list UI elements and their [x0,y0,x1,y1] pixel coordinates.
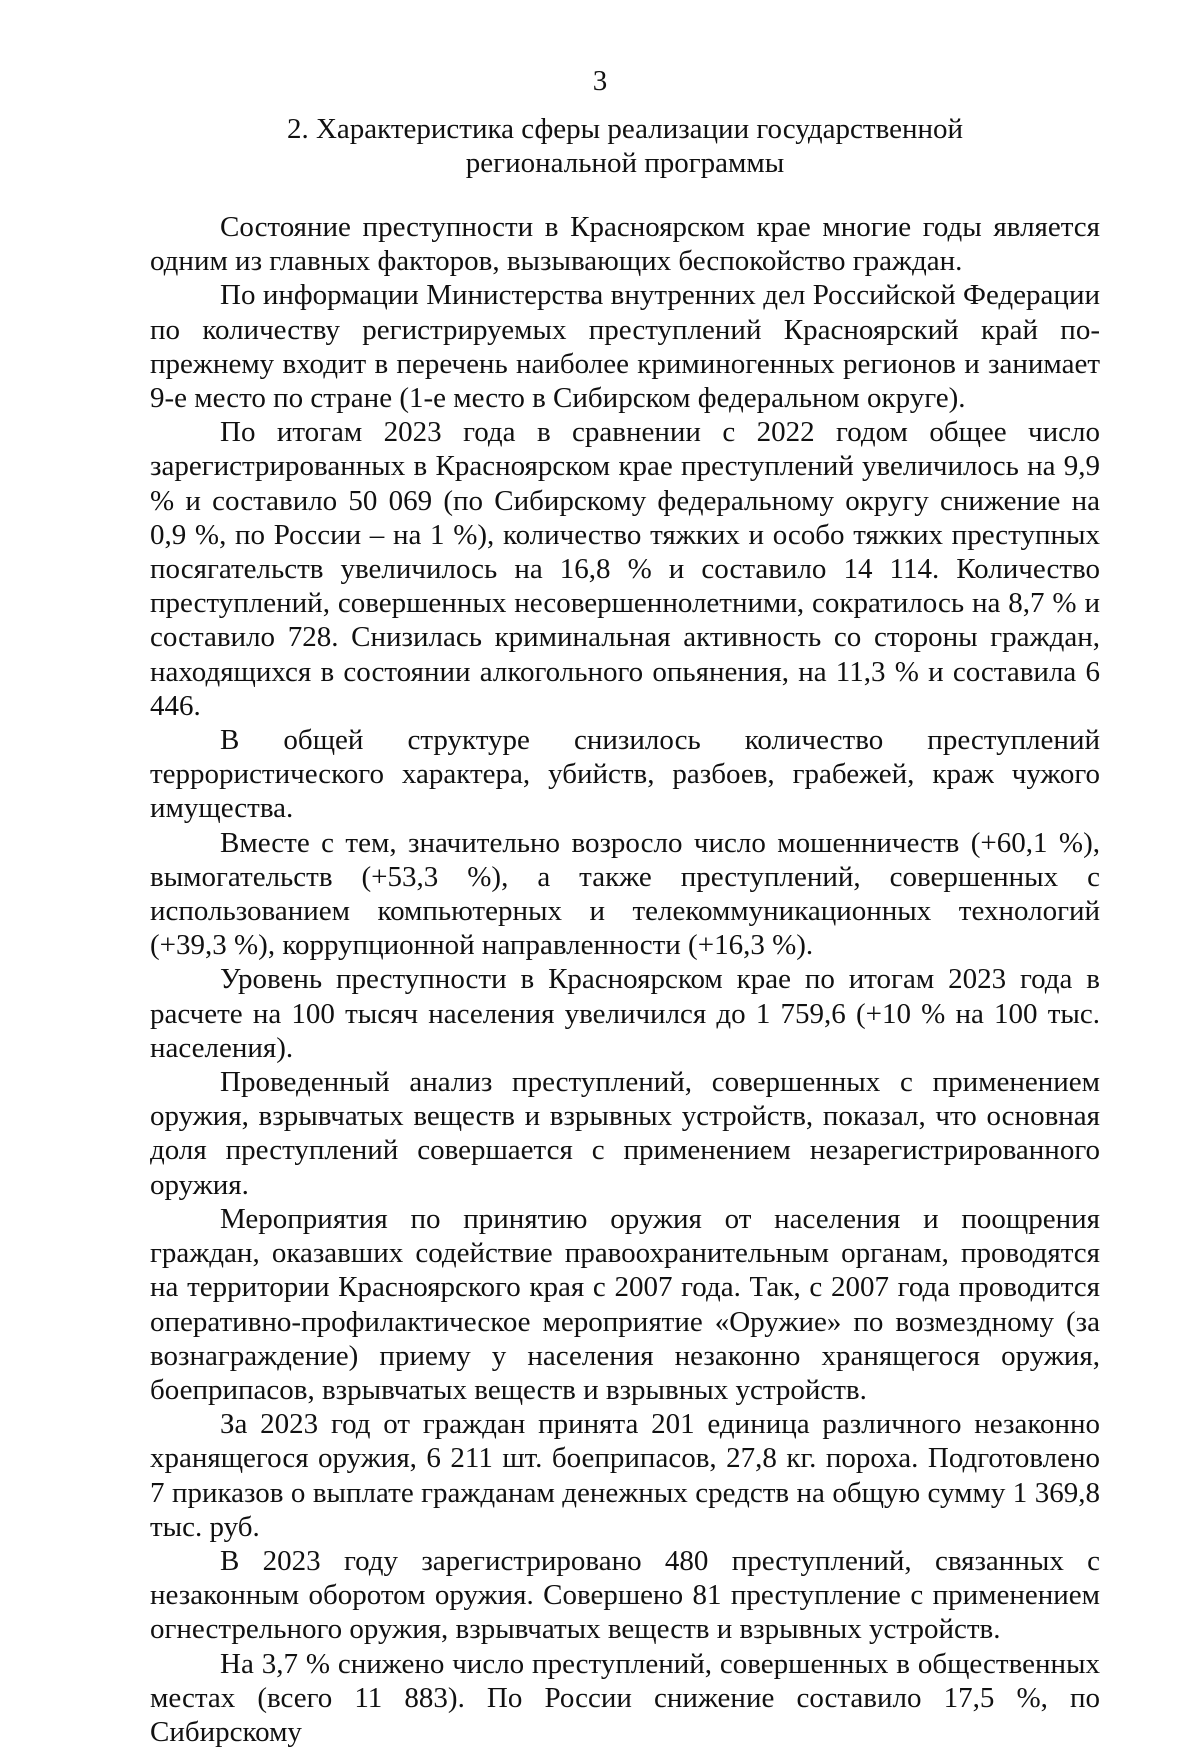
body-text [150,210,1100,1749]
section-heading-line-2: региональной программы [465,147,785,179]
paragraph-1: Состояние преступности в Красноярском крае многие годы является одним из главных факторов, вызывающих беспокойство граждан. [150,211,1100,278]
paragraph-7: Проведенный анализ преступлений, совершенных с применением оружия, взрывчатых веществ и взрывных устройств, показал, что основная доля преступлений совершается с применением незарегистрированного оружия. [150,1066,1100,1201]
paragraph-11: На 3,7 % снижено число преступлений, совершенных в общественных местах (всего 11 883). По России снижение составило 17,5 %, по Сибирскому [150,1647,1100,1748]
paragraph-10: В 2023 году зарегистрировано 480 преступлений, связанных с незаконным оборотом оружия. Совершено 81 преступление с применением огнестрельного оружия, взрывчатых веществ и взрывных устройств. [150,1544,1100,1646]
paragraph-6: Уровень преступности в Красноярском крае по итогам 2023 года в расчете на 100 тысяч населения увеличился до 1 759,6 (+10 % на 100 тыс. населения). [150,963,1100,1064]
paragraph-8: Мероприятия по принятию оружия от населения и поощрения граждан, оказавших содействие правоохранительным органам, проводятся на территории Красноярского края с 2007 года. Так, с 2007 года проводится оперативно-профилактическое мероприятие «Оружие» по возмездному (за вознаграждение) приему у населения незаконно хранящегося оружия, боеприпасов, взрывчатых веществ и взрывных устройств. [150,1202,1100,1406]
paragraph-5: Вместе с тем, значительно возросло число мошенничеств (+60,1 %), вымогательств (+53,3 %), а также преступлений, совершенных с использованием компьютерных и телекоммуникационных технологий (+39,3 %), коррупционной направленности (+16,3 %). [150,826,1100,962]
section-heading-line-1: 2. Характеристика сферы реализации государственной [286,113,964,145]
section-heading [150,112,1100,180]
paragraph-4: В общей структуре снизилось количество преступлений террористического характера, убийств, разбоев, грабежей, краж чужого имущества. [150,724,1100,825]
paragraph-2: По информации Министерства внутренних дел Российской Федерации по количеству регистрируемых преступлений Красноярский край по-прежнему входит в перечень наиболее криминогенных регионов и занимает 9-е место по стране (1-е место в Сибирском федеральном округе). [150,279,1100,415]
page-number: 3 [592,65,608,97]
paragraph-3: По итогам 2023 года в сравнении с 2022 годом общее число зарегистрированных в Красноярском крае преступлений увеличилось на 9,9 % и составило 50 069 (по Сибирскому федеральному округу снижение на 0,9 %, по России – на 1 %), количество тяжких и особо тяжких преступных посягательств увеличилось на 16,8 % и составило 14 114. Количество преступлений, совершенных несовершеннолетними, сократилось на 8,7 % и составило 728. Снизилась криминальная активность со стороны граждан, находящихся в состоянии алкогольного опьянения, на 11,3 % и составила 6 446. [150,416,1100,722]
paragraph-9: За 2023 год от граждан принята 201 единица различного незаконно хранящегося оружия, 6 211 шт. боеприпасов, 27,8 кг. пороха. Подготовлено 7 приказов о выплате гражданам денежных средств на общую сумму 1 369,8 тыс. руб. [150,1408,1100,1543]
